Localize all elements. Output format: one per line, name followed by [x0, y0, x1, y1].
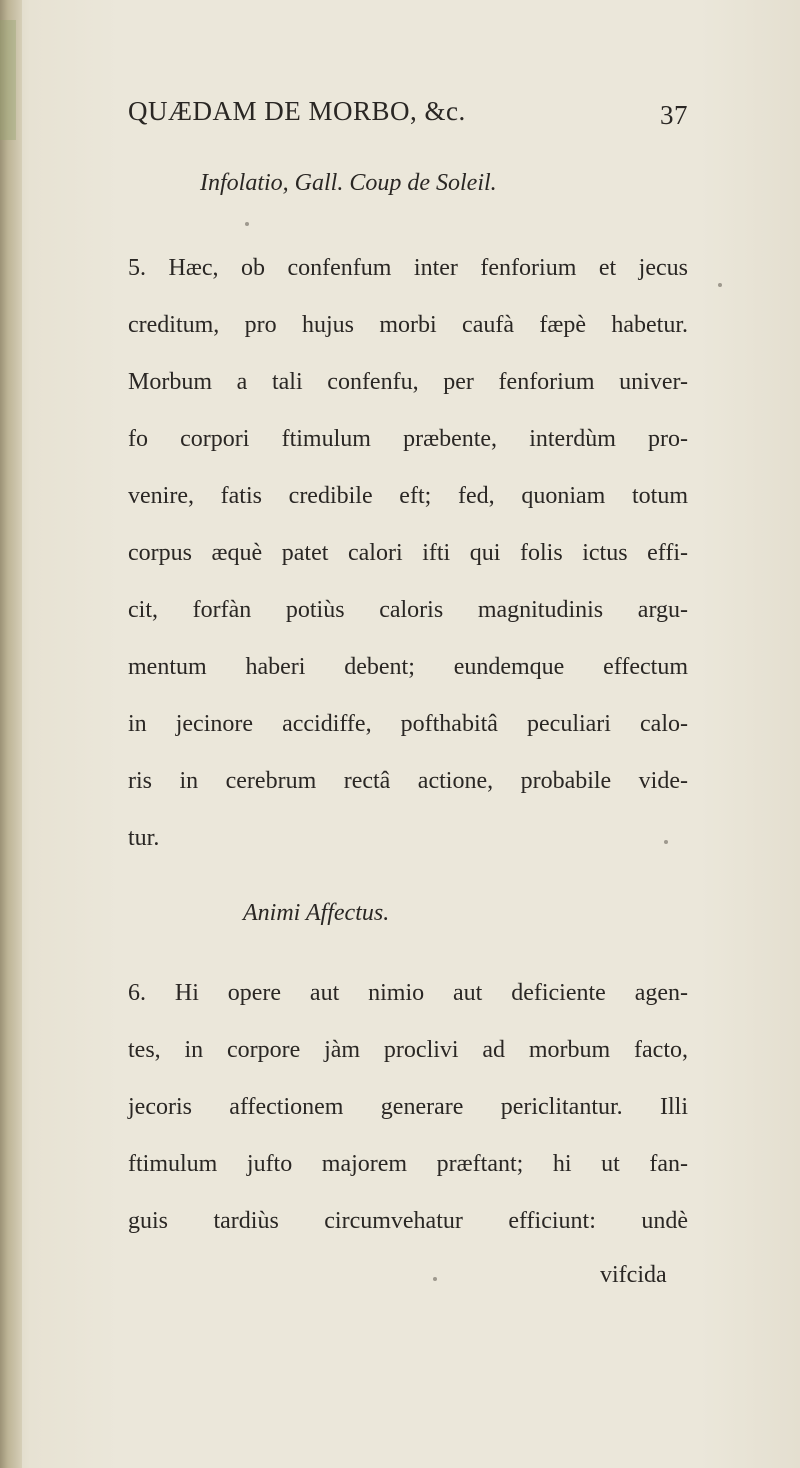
- spine-stain: [0, 20, 16, 140]
- paper-speck: [664, 840, 668, 844]
- text-line: tes, in corpore jàm proclivi ad morbum facto,: [128, 1037, 688, 1063]
- text-line: jecoris affectionem generare periclitantur. Illi: [128, 1094, 688, 1120]
- text-line: cit, forfàn potiùs caloris magnitudinis argu-: [128, 597, 688, 623]
- text-line: fo corpori ftimulum præbente, interdùm pro-: [128, 426, 688, 452]
- text-line: mentum haberi debent; eundemque effectum: [128, 654, 688, 680]
- text-line: in jecinore accidiffe, pofthabitâ peculiari calo-: [128, 711, 688, 737]
- running-head-title: QUÆDAM DE MORBO, &c.: [128, 96, 466, 126]
- page-number: 37: [660, 100, 688, 130]
- text-line: ftimulum jufto majorem præftant; hi ut fan-: [128, 1151, 688, 1177]
- page-spine-edge: [0, 0, 22, 1468]
- section-heading-animi-affectus: Animi Affectus.: [243, 900, 390, 926]
- catchword: vifcida: [600, 1262, 667, 1288]
- paper-speck: [433, 1277, 437, 1281]
- text-line: ris in cerebrum rectâ actione, probabile vide-: [128, 768, 688, 794]
- text-line: guis tardiùs circumvehatur efficiunt: undè: [128, 1208, 688, 1234]
- text-line: tur.: [128, 825, 160, 851]
- text-line: 5. Hæc, ob confenfum inter fenforium et jecus: [128, 255, 688, 281]
- text-line: venire, fatis credibile eft; fed, quoniam totum: [128, 483, 688, 509]
- running-head: [128, 96, 688, 136]
- text-line: corpus æquè patet calori ifti qui folis ictus effi-: [128, 540, 688, 566]
- text-line: 6. Hi opere aut nimio aut deficiente agen-: [128, 980, 688, 1006]
- paper-speck: [718, 283, 722, 287]
- section-heading-infolatio: Infolatio, Gall. Coup de Soleil.: [200, 170, 497, 196]
- text-line: Morbum a tali confenfu, per fenforium univer-: [128, 369, 688, 395]
- paper-speck: [245, 222, 249, 226]
- text-line: creditum, pro hujus morbi caufà fæpè habetur.: [128, 312, 688, 338]
